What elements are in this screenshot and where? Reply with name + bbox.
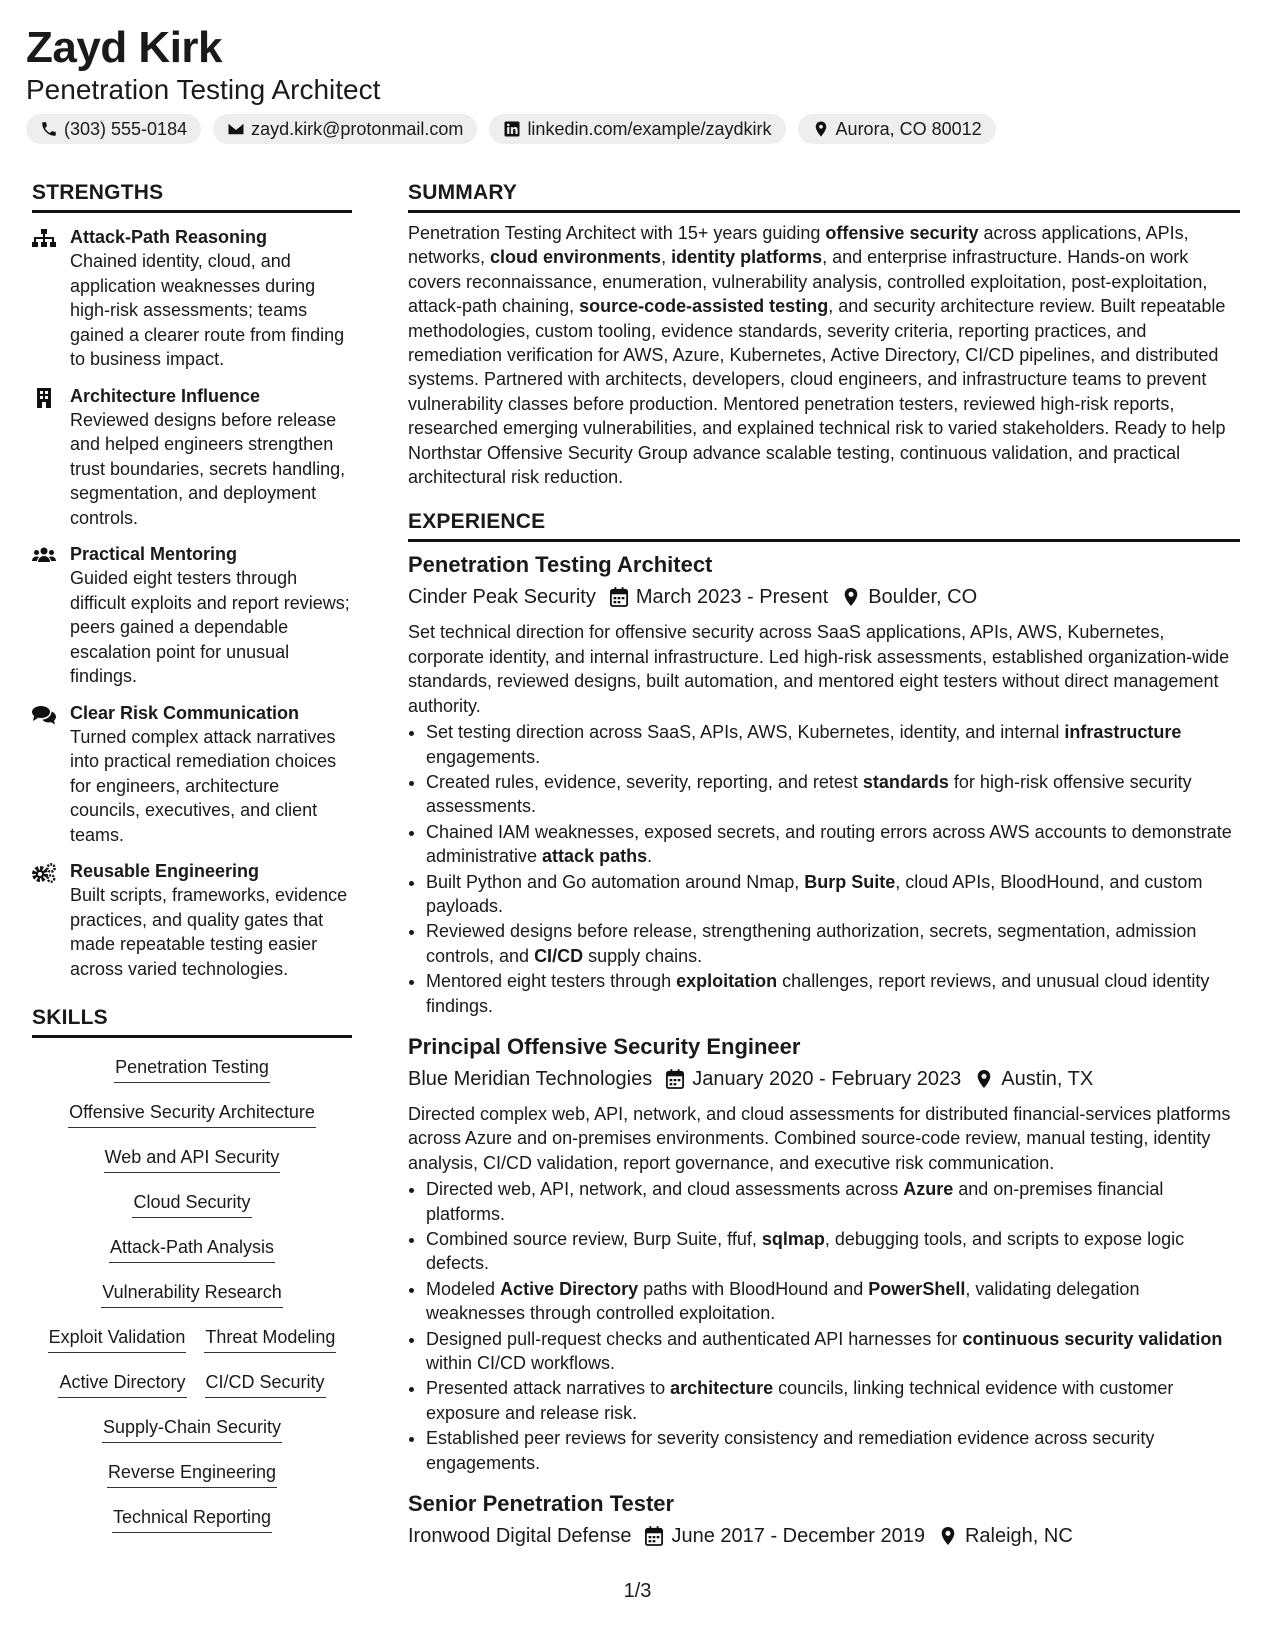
contact-phone[interactable] [26, 114, 201, 144]
emphasis-text: PowerShell [868, 1278, 966, 1299]
text-span: . [647, 846, 653, 867]
skill-row [112, 1504, 272, 1549]
job-bullets [408, 1177, 1240, 1475]
job-entry [408, 1489, 1240, 1551]
text-span: Combined source review, Burp Suite, ffuf, [426, 1229, 762, 1249]
calendar-icon [666, 1069, 684, 1089]
building-icon [32, 388, 56, 408]
skills-list [32, 1054, 352, 1549]
skill-tag: Offensive Security Architecture [68, 1099, 316, 1128]
text-span: , and enterprise infrastructure. Hands-on work covers reconnaissance, enumeration, vulnerability analysis, controlled exploitation, post-exploitation, attack-path chaining, [408, 247, 1208, 317]
text-span: councils, linking technical evidence with customer exposure and release risk. [426, 1378, 1174, 1423]
skill-tag: Exploit Validation [48, 1324, 187, 1353]
emphasis-text: architecture [670, 1378, 774, 1399]
text-span: , [661, 247, 672, 268]
strength-desc: Built scripts, frameworks, evidence practices, and quality gates that made repeatable testing easier across varied technologies. [70, 885, 348, 979]
experience-section [408, 507, 1240, 1551]
jobs-list [408, 550, 1240, 1551]
skill-row [104, 1144, 281, 1189]
emphasis-text: cloud environments [490, 247, 662, 268]
summary-text [408, 221, 1240, 489]
emphasis-text: infrastructure [1064, 722, 1182, 743]
text-span: paths with BloodHound and [638, 1278, 869, 1299]
text-span: engagements. [426, 746, 541, 767]
text-span: Modeled [426, 1278, 501, 1299]
job-dates: March 2023 - Present [635, 586, 829, 609]
bullet-item [426, 820, 1240, 869]
text-span: Built Python and Go automation around Nmap, [426, 871, 805, 892]
page-number: 1/3 [623, 1580, 652, 1602]
emphasis-text: CI/CD [534, 945, 584, 966]
job-location: Boulder, CO [868, 586, 978, 609]
emphasis-text: identity platforms [671, 247, 823, 268]
skill-row [132, 1189, 251, 1234]
skill-tag: CI/CD Security [205, 1369, 326, 1398]
experience-heading: EXPERIENCE [408, 507, 1240, 542]
users-icon [32, 546, 56, 566]
text-span: across applications, APIs, networks, [408, 223, 1189, 268]
skill-row [101, 1279, 282, 1324]
skill-row [48, 1324, 337, 1369]
skill-row [102, 1414, 282, 1459]
envelope-icon [227, 120, 245, 138]
text-span: , cloud APIs, BloodHound, and custom payloads. [426, 871, 1203, 916]
job-meta [408, 1521, 1240, 1551]
skill-tag: Technical Reporting [112, 1504, 272, 1533]
strength-item [32, 701, 352, 848]
contact-location [798, 114, 996, 144]
strength-item [32, 225, 352, 372]
bullet-item [426, 720, 1240, 769]
strength-desc: Reviewed designs before release and helped engineers strengthen trust boundaries, secrets handling, segmentation, and deployment controls. [70, 409, 346, 528]
strength-item [32, 859, 352, 981]
skill-tag: Cloud Security [132, 1189, 251, 1218]
text-span: Mentored eight testers through [426, 971, 677, 992]
job-bullets [408, 720, 1240, 1018]
right-column [408, 178, 1240, 1551]
job-dates: June 2017 - December 2019 [671, 1525, 925, 1548]
gears-icon [32, 863, 56, 883]
skill-tag: Penetration Testing [114, 1054, 270, 1083]
candidate-name: Zayd Kirk [26, 23, 223, 72]
text-span: Reviewed designs before release, strengthening authorization, secrets, segmentation, admission controls, and [426, 921, 1197, 966]
job-location: Austin, TX [1001, 1067, 1094, 1090]
contact-linkedin-text: linkedin.com/example/zaydkirk [527, 118, 772, 139]
job-entry [408, 550, 1240, 1018]
strength-title: Clear Risk Communication [70, 702, 300, 723]
emphasis-text: source-code-assisted testing [579, 296, 829, 317]
job-dates: January 2020 - February 2023 [692, 1067, 962, 1090]
text-span: Established peer reviews for severity consistency and remediation evidence across security engagements. [426, 1428, 1155, 1473]
contact-location-text: Aurora, CO 80012 [835, 118, 982, 139]
emphasis-text: standards [862, 771, 949, 792]
map-pin-icon [975, 1069, 993, 1089]
calendar-icon [645, 1526, 663, 1546]
skill-tag: Threat Modeling [204, 1324, 336, 1353]
text-span: Penetration Testing Architect with 15+ years guiding [408, 223, 826, 243]
skill-row [114, 1054, 270, 1099]
contact-email[interactable] [213, 114, 477, 144]
emphasis-text: exploitation [676, 971, 778, 992]
phone-icon [40, 120, 58, 138]
bullet-item [426, 1277, 1240, 1326]
job-location: Raleigh, NC [964, 1525, 1073, 1548]
text-span: Designed pull-request checks and authenticated API harnesses for [426, 1328, 963, 1349]
job-title: Principal Offensive Security Engineer [408, 1033, 801, 1059]
strength-title: Architecture Influence [70, 385, 261, 406]
job-meta [408, 1064, 1240, 1094]
emphasis-text: Azure [903, 1179, 954, 1200]
map-pin-icon [842, 587, 860, 607]
skill-tag: Attack-Path Analysis [109, 1234, 275, 1263]
text-span: for high-risk offensive security assessments. [426, 771, 1192, 817]
strength-title: Practical Mentoring [70, 544, 238, 564]
strengths-heading: STRENGTHS [32, 178, 352, 213]
emphasis-text: Active Directory [500, 1278, 639, 1299]
skills-heading: SKILLS [32, 1003, 352, 1038]
bullet-item [426, 969, 1240, 1018]
bullet-item [426, 919, 1240, 968]
map-pin-icon [812, 120, 830, 138]
emphasis-text: Burp Suite [804, 871, 896, 892]
text-span: Chained IAM weaknesses, exposed secrets, and routing errors across AWS accounts to demonstrate administrative [426, 821, 1232, 867]
strength-title: Attack-Path Reasoning [70, 227, 268, 247]
strength-desc: Guided eight testers through difficult exploits and report reviews; peers gained a dependable escalation point for unusual findings. [70, 568, 350, 686]
job-company: Blue Meridian Technologies [408, 1067, 653, 1090]
map-pin-icon [939, 1526, 957, 1546]
bullet-item [426, 1227, 1240, 1276]
strength-desc: Chained identity, cloud, and application weaknesses during high-risk assessments; teams gained a clearer route from finding to business impact. [70, 251, 345, 369]
emphasis-text: sqlmap [761, 1229, 825, 1249]
linkedin-icon [503, 120, 521, 138]
job-title: Senior Penetration Tester [408, 1491, 675, 1517]
bullet-item [426, 1327, 1240, 1376]
strength-title: Reusable Engineering [70, 861, 260, 881]
skill-tag: Vulnerability Research [101, 1279, 282, 1308]
skill-row [107, 1459, 277, 1504]
skill-row [109, 1234, 275, 1279]
left-column [32, 178, 352, 1549]
strength-item [32, 542, 352, 689]
strength-desc: Turned complex attack narratives into practical remediation choices for engineers, architecture councils, executives, and client teams. [70, 726, 337, 845]
job-company: Cinder Peak Security [408, 586, 596, 609]
bullet-item [426, 770, 1240, 819]
emphasis-text: continuous security validation [962, 1328, 1223, 1349]
job-description: Set technical direction for offensive security across SaaS applications, APIs, AWS, Kubernetes, corporate identity, and internal infrastructure. Led high-risk assessments, established organization-wide standards, reviewed designs, built automation, and mentored eight testers without direct management authority. [408, 622, 1230, 716]
job-entry [408, 1032, 1240, 1475]
job-meta [408, 582, 1240, 612]
comments-icon [32, 705, 56, 725]
contact-bar [26, 114, 996, 144]
strengths-list [32, 225, 352, 981]
skill-row [68, 1099, 316, 1144]
text-span: Set testing direction across SaaS, APIs, AWS, Kubernetes, identity, and internal [426, 722, 1065, 743]
bullet-item [426, 870, 1240, 919]
sitemap-icon [32, 229, 56, 249]
text-span: and on-premises financial platforms. [426, 1179, 1164, 1224]
emphasis-text: offensive security [825, 223, 979, 243]
bullet-item [426, 1177, 1240, 1226]
candidate-title: Penetration Testing Architect [26, 74, 381, 105]
text-span: Presented attack narratives to [426, 1378, 671, 1399]
skill-tag: Active Directory [58, 1369, 186, 1398]
text-span: supply chains. [583, 945, 703, 966]
job-company: Ironwood Digital Defense [408, 1525, 632, 1548]
text-span: challenges, report reviews, and unusual cloud identity findings. [426, 971, 1210, 1016]
text-span: , and security architecture review. Built repeatable methodologies, custom tooling, evidence standards, severity criteria, reporting practices, and remediation verification for AWS, Azure, Kubernetes, Active Directory, CI/CD pipelines, and distributed systems. Partnered with architects, developers, cloud engineers, and infrastructure teams to prevent vulnerability classes before production. Mentored penetration testers, reviewed high-risk reports, researched emerging vulnerabilities, and explained technical risk to varied stakeholders. Ready to help Northstar Offensive Security Group advance scalable testing, continuous validation, and practical architectural risk reduction. [408, 296, 1226, 488]
text-span: Directed web, API, network, and cloud assessments across [426, 1179, 904, 1200]
job-title: Penetration Testing Architect [408, 552, 713, 578]
bullet-item [426, 1376, 1240, 1425]
skill-tag: Reverse Engineering [107, 1459, 277, 1488]
job-description: Directed complex web, API, network, and cloud assessments for distributed financial-services platforms across Azure and on-premises environments. Combined source-code review, manual testing, identity analysis, CI/CD validation, report governance, and executive risk communication. [408, 1103, 1231, 1173]
skill-row [58, 1369, 325, 1414]
contact-email-text: zayd.kirk@protonmail.com [251, 118, 464, 139]
skills-section [32, 1003, 352, 1549]
text-span: Created rules, evidence, severity, reporting, and retest [426, 771, 863, 792]
summary-heading: SUMMARY [408, 178, 1240, 213]
contact-phone-text: (303) 555-0184 [64, 118, 188, 139]
calendar-icon [610, 587, 628, 607]
text-span: within CI/CD workflows. [426, 1353, 616, 1374]
skill-tag: Web and API Security [104, 1144, 281, 1173]
skill-tag: Supply-Chain Security [102, 1414, 282, 1443]
text-span: , validating delegation weaknesses through controlled exploitation. [426, 1278, 1140, 1324]
contact-linkedin[interactable] [489, 114, 785, 144]
strength-item [32, 384, 352, 531]
text-span: , debugging tools, and scripts to expose logic defects. [426, 1229, 1185, 1274]
emphasis-text: attack paths [542, 846, 648, 867]
bullet-item [426, 1426, 1240, 1475]
